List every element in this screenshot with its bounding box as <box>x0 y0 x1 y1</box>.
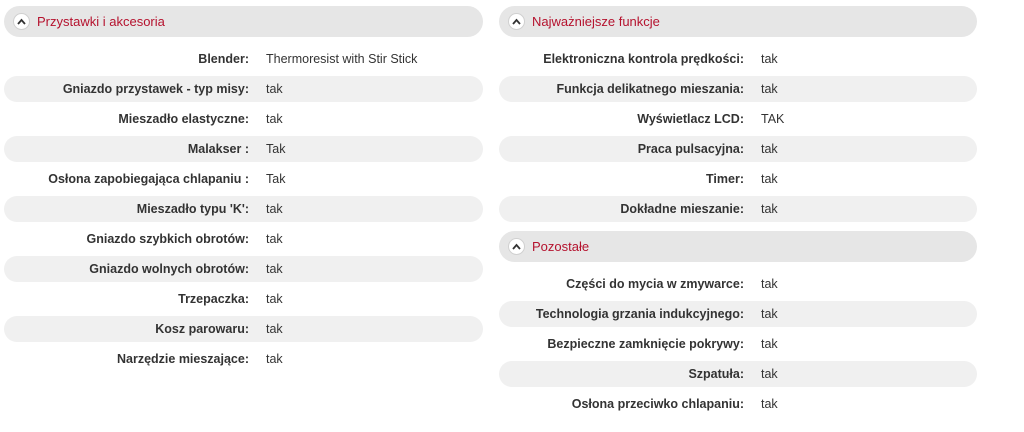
spec-row <box>499 106 977 132</box>
spec-label: Gniazdo wolnych obrotów: <box>89 262 249 276</box>
spec-row <box>4 106 483 132</box>
spec-label: Osłona zapobiegająca chlapaniu : <box>48 172 249 186</box>
section-title: Pozostałe <box>532 239 590 254</box>
spec-label: Elektroniczna kontrola prędkości: <box>543 52 744 66</box>
accessories-section <box>4 6 483 376</box>
section-title: Najważniejsze funkcje <box>532 14 660 29</box>
spec-row <box>4 286 483 312</box>
spec-value: tak <box>761 142 778 156</box>
spec-value: tak <box>266 352 283 366</box>
chevron-up-icon[interactable] <box>509 239 524 254</box>
spec-label: Blender: <box>198 52 249 66</box>
spec-row <box>499 361 977 387</box>
spec-value: tak <box>761 52 778 66</box>
spec-label: Części do mycia w zmywarce: <box>566 277 744 291</box>
spec-row <box>499 331 977 357</box>
spec-label: Wyświetlacz LCD: <box>637 112 744 126</box>
spec-label: Trzepaczka: <box>178 292 249 306</box>
spec-label: Funkcja delikatnego mieszania: <box>556 82 744 96</box>
spec-value: tak <box>761 307 778 321</box>
chevron-up-icon[interactable] <box>14 14 29 29</box>
spec-row <box>499 76 977 102</box>
other-section-header[interactable] <box>499 231 977 262</box>
spec-row <box>499 136 977 162</box>
spec-row <box>499 196 977 222</box>
spec-row <box>499 166 977 192</box>
spec-row <box>4 346 483 372</box>
spec-value: tak <box>266 112 283 126</box>
spec-row <box>4 226 483 252</box>
spec-row <box>499 46 977 72</box>
spec-label: Praca pulsacyjna: <box>637 142 744 156</box>
spec-value: tak <box>266 262 283 276</box>
spec-list <box>4 46 483 372</box>
spec-row <box>4 316 483 342</box>
spec-label: Dokładne mieszanie: <box>620 202 744 216</box>
spec-label: Timer: <box>706 172 744 186</box>
spec-row <box>4 166 483 192</box>
spec-row <box>4 196 483 222</box>
spec-value: tak <box>761 367 778 381</box>
spec-value: tak <box>266 82 283 96</box>
spec-value: tak <box>761 82 778 96</box>
spec-value: tak <box>761 337 778 351</box>
key-features-column <box>499 6 977 421</box>
spec-label: Technologia grzania indukcyjnego: <box>535 307 744 321</box>
spec-label: Osłona przeciwko chlapaniu: <box>571 397 744 411</box>
spec-value: tak <box>761 202 778 216</box>
spec-label: Kosz parowaru: <box>155 322 249 336</box>
spec-value: Tak <box>266 142 286 156</box>
spec-value: tak <box>266 322 283 336</box>
spec-row <box>499 301 977 327</box>
spec-label: Malakser : <box>187 142 249 156</box>
spec-label: Bezpieczne zamknięcie pokrywy: <box>547 337 744 351</box>
section-title: Przystawki i akcesoria <box>37 14 165 29</box>
spec-label: Mieszadło typu 'K': <box>136 202 249 216</box>
spec-list <box>499 46 977 222</box>
spec-label: Mieszadło elastyczne: <box>118 112 249 126</box>
spec-value: tak <box>761 277 778 291</box>
spec-row <box>499 271 977 297</box>
spec-value: tak <box>266 202 283 216</box>
accessories-section-header[interactable] <box>4 6 483 37</box>
spec-list <box>499 271 977 417</box>
chevron-up-icon[interactable] <box>509 14 524 29</box>
spec-row <box>4 46 483 72</box>
spec-label: Narzędzie mieszające: <box>116 352 249 366</box>
spec-value: tak <box>761 397 778 411</box>
spec-value: tak <box>266 232 283 246</box>
other-section <box>499 231 977 417</box>
spec-row <box>4 76 483 102</box>
spec-label: Gniazdo przystawek - typ misy: <box>62 82 249 96</box>
spec-value: tak <box>761 172 778 186</box>
spec-value: Tak <box>266 172 286 186</box>
spec-row <box>499 391 977 417</box>
spec-value: Thermoresist with Stir Stick <box>266 52 418 66</box>
spec-label: Gniazdo szybkich obrotów: <box>86 232 249 246</box>
spec-value: tak <box>266 292 283 306</box>
spec-row <box>4 256 483 282</box>
spec-row <box>4 136 483 162</box>
spec-value: TAK <box>761 112 785 126</box>
spec-label: Szpatuła: <box>688 367 744 381</box>
key-features-section-header[interactable] <box>499 6 977 37</box>
